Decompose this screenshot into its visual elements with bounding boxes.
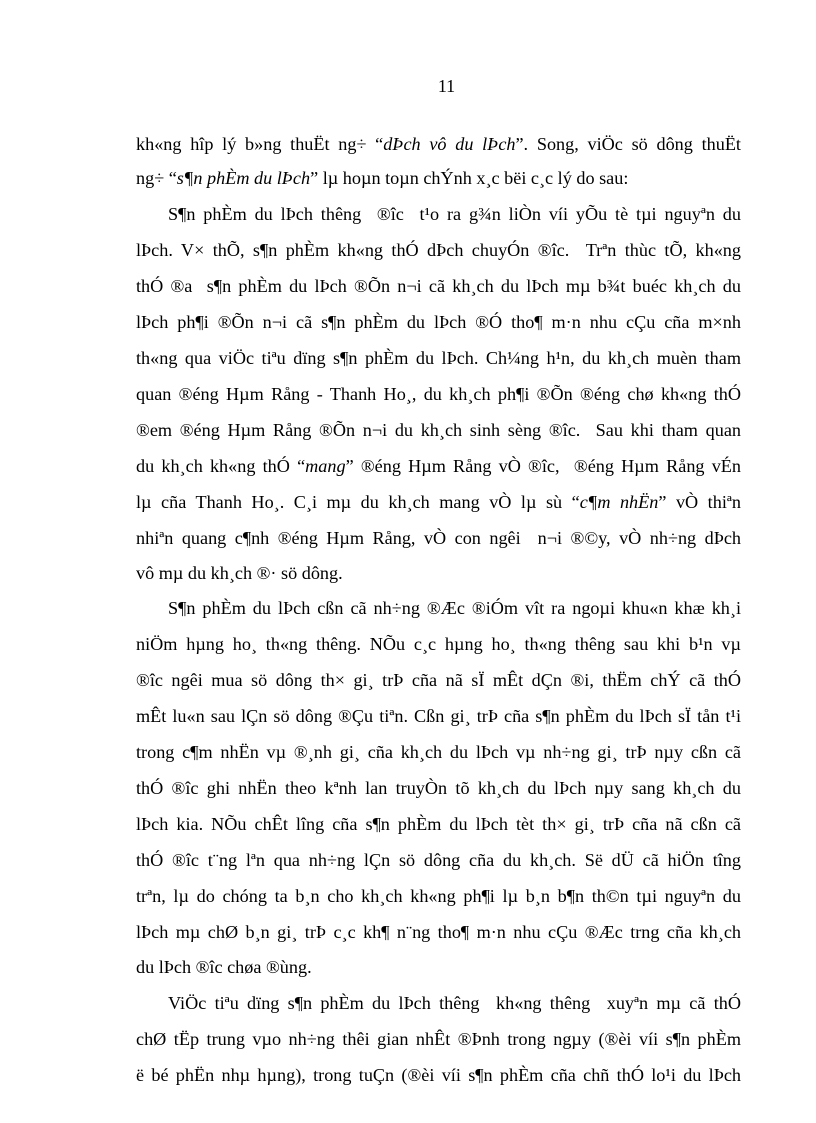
italic-phrase: c¶m nhËn	[579, 492, 659, 512]
text-segment: S¶n phÈm du lÞch cßn cã nh÷ng ®Æc ®iÓm vît ra ngoµi khu«n khæ kh¸i	[168, 598, 741, 618]
text-line	[136, 955, 741, 981]
page-number: 11	[437, 76, 456, 96]
text-segment: vô mµ du kh¸ch ®· sö dông.	[136, 563, 343, 583]
text-line	[136, 238, 741, 264]
text-segment: thÓ ®a s¶n phÈm du lÞch ®Õn n¬i cã kh¸ch du lÞch mµ b¾t buéc kh¸ch du	[136, 276, 741, 296]
italic-phrase: dÞch vô du lÞch	[383, 134, 516, 154]
text-segment: nhiªn quang c¶nh ®éng Hµm Rång, vÒ con ngêi n¬i ®©y, vÒ nh÷ng dÞch	[136, 528, 741, 548]
text-segment: thÓ ®îc t¨ng lªn qua nh÷ng lÇn sö dông cña du kh¸ch. Së dÜ cã hiÖn tîng	[136, 850, 741, 870]
text-line	[168, 202, 741, 228]
text-segment: mÊt lu«n sau lÇn sö dông ®Çu tiªn. Cßn gi¸ trÞ cña s¶n phÈm du lÞch sÏ tån t¹i	[136, 706, 741, 726]
text-segment: lÞch. V× thÕ, s¶n phÈm kh«ng thÓ dÞch chuyÓn ®îc. Trªn thùc tÕ, kh«ng	[136, 240, 741, 260]
text-segment: ®îc ngêi mua sö dông th× gi¸ trÞ cña nã sÏ mÊt dÇn ®i, thËm chÝ cã thÓ	[136, 670, 741, 690]
text-line	[136, 884, 741, 910]
text-line	[136, 848, 741, 874]
text-line	[136, 166, 741, 192]
italic-phrase: mang	[305, 456, 346, 476]
text-line	[136, 920, 741, 946]
text-segment: trªn, lµ do chóng ta b¸n cho kh¸ch kh«ng ph¶i lµ b¸n b¶n th©n tµi nguyªn du	[136, 886, 741, 906]
text-segment: ”. Song, viÖc sö dông thuËt	[515, 134, 741, 154]
text-line	[136, 132, 741, 158]
text-line	[136, 812, 741, 838]
text-segment: th«ng qua viÖc tiªu dïng s¶n phÈm du lÞch. Ch¼ng h¹n, du kh¸ch muèn tham	[136, 348, 741, 368]
text-segment: lÞch kia. NÕu chÊt lîng cña s¶n phÈm du lÞch tèt th× gi¸ trÞ cña nã cßn cã	[136, 814, 741, 834]
text-line	[136, 632, 741, 658]
text-segment: S¶n phÈm du lÞch thêng ®îc t¹o ra g¾n liÒn víi yÕu tè tµi nguyªn du	[168, 204, 741, 224]
text-segment: thÓ ®îc ghi nhËn theo kªnh lan truyÒn tõ kh¸ch du lÞch nµy sang kh¸ch du	[136, 778, 741, 798]
text-line	[136, 526, 741, 552]
text-line	[136, 274, 741, 300]
text-line	[136, 1027, 741, 1053]
text-line	[136, 346, 741, 372]
text-segment: trong c¶m nhËn vµ ®¸nh gi¸ cña kh¸ch du lÞch vµ nh÷ng gi¸ trÞ nµy cßn cã	[136, 742, 741, 762]
italic-phrase: s¶n phÈm du lÞch	[176, 168, 311, 188]
text-segment: quan ®éng Hµm Rång - Thanh Ho¸, du kh¸ch ph¶i ®Õn ®éng chø kh«ng thÓ	[136, 384, 741, 404]
text-segment: du kh¸ch kh«ng thÓ “	[136, 456, 306, 476]
text-segment: ViÖc tiªu dïng s¶n phÈm du lÞch thêng kh«ng thêng xuyªn mµ cã thÓ	[168, 993, 741, 1013]
text-segment: lÞch ph¶i ®Õn n¬i cã s¶n phÈm du lÞch ®Ó tho¶ m·n nhu cÇu cña m×nh	[136, 312, 741, 332]
text-segment: lµ cña Thanh Ho¸. C¸i mµ du kh¸ch mang vÒ lµ sù “	[136, 492, 580, 512]
text-segment: chØ tËp trung vµo nh÷ng thêi gian nhÊt ®Þnh trong ngµy (®èi víi s¶n phÈm	[136, 1029, 741, 1049]
text-line	[136, 418, 741, 444]
text-segment: kh«ng hîp lý b»ng thuËt ng÷ “	[136, 134, 384, 154]
text-segment: ” lµ hoµn toµn chÝnh x¸c bëi c¸c lý do sau:	[310, 168, 629, 188]
text-line	[168, 991, 741, 1017]
text-line	[136, 1063, 741, 1089]
text-segment: ng÷ “	[136, 168, 177, 188]
text-line	[136, 561, 741, 587]
text-line	[136, 454, 741, 480]
text-line	[136, 704, 741, 730]
text-line	[136, 490, 741, 516]
text-line	[136, 740, 741, 766]
text-line	[168, 596, 741, 622]
text-line	[136, 310, 741, 336]
text-line	[136, 382, 741, 408]
text-segment: du lÞch ®îc chøa ®ùng.	[136, 957, 312, 977]
text-segment: niÖm hµng ho¸ th«ng thêng. NÕu c¸c hµng ho¸ th«ng thêng sau khi b¹n vµ	[136, 634, 741, 654]
text-line	[136, 776, 741, 802]
text-segment: ®em ®éng Hµm Rång ®Õn n¬i du kh¸ch sinh sèng ®îc. Sau khi tham quan	[136, 420, 741, 440]
text-segment: ” vÒ thiªn	[658, 492, 741, 512]
text-segment: lÞch mµ chØ b¸n gi¸ trÞ c¸c kh¶ n¨ng tho¶ m·n nhu cÇu ®Æc trng cña kh¸ch	[136, 922, 741, 942]
text-line	[136, 668, 741, 694]
text-segment: ” ®éng Hµm Rång vÒ ®îc, ®éng Hµm Rång vÉn	[345, 456, 741, 476]
text-segment: ë bé phËn nhµ hµng), trong tuÇn (®èi víi s¶n phÈm cña chñ thÓ lo¹i du lÞch	[136, 1065, 741, 1085]
